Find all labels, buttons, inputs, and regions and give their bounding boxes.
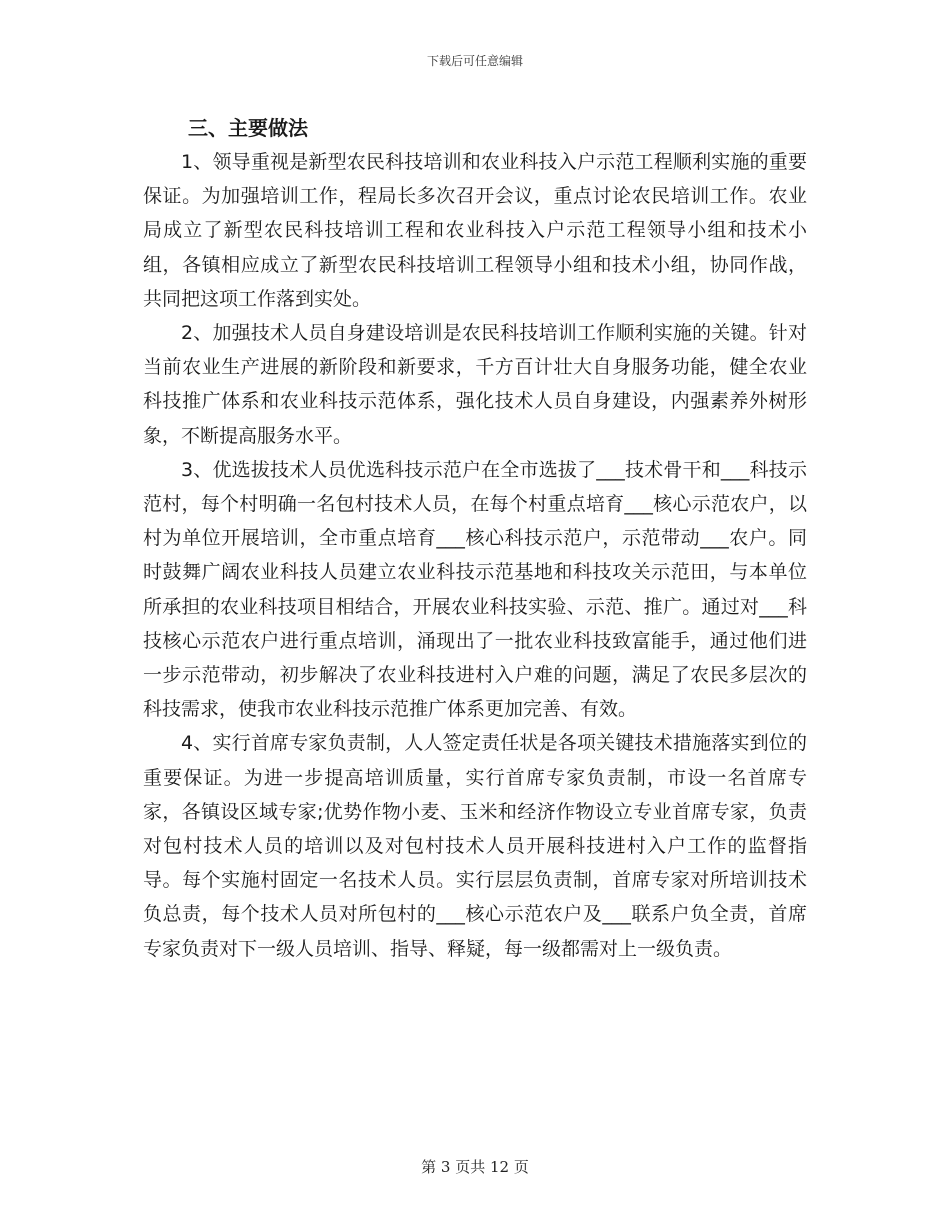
- page-number-footer: 第 3 页共 12 页: [421, 1158, 529, 1176]
- document-body: [143, 111, 807, 966]
- paragraph-3: 3、优选拔技术人员优选科技示范户在全市选拔了___技术骨干和___科技示范村，每个村明确一名包村技术人员，在每个村重点培育___核心示范农户，以村为单位开展培训，全市重点培育___核心科技示范户，示范带动___农户。同时鼓舞广阔农业科技人员建立农业科技示范基地和科技攻关示范田，与本单位所承担的农业科技项目相结合，开展农业科技实验、示范、推广。通过对___科技核心示范农户进行重点培训，涌现出了一批农业科技致富能手，通过他们进一步示范带动，初步解决了农业科技进村入户难的问题，满足了农民多层次的科技需求，使我市农业科技示范推广体系更加完善、有效。: [143, 458, 807, 721]
- paragraph-2: 2、加强技术人员自身建设培训是农民科技培训工作顺利实施的关键。针对当前农业生产进展的新阶段和新要求，千方百计壮大自身服务功能，健全农业科技推广体系和农业科技示范体系，强化技术人员自身建设，内强素养外树形象，不断提高服务水平。: [143, 322, 807, 447]
- page-header: 下载后可任意编辑: [426, 54, 523, 68]
- section-heading: 三、主要做法: [188, 116, 308, 140]
- paragraph-1: 1、领导重视是新型农民科技培训和农业科技入户示范工程顺利实施的重要保证。为加强培训工作，程局长多次召开会议，重点讨论农民培训工作。农业局成立了新型农民科技培训工程和农业科技入户示范工程领导小组和技术小组，各镇相应成立了新型农民科技培训工程领导小组和技术小组，协同作战，共同把这项工作落到实处。: [143, 151, 807, 310]
- paragraph-4: 4、实行首席专家负责制，人人签定责任状是各项关键技术措施落实到位的重要保证。为进一步提高培训质量，实行首席专家负责制，市设一名首席专家，各镇设区域专家;优势作物小麦、玉米和经济作物设立专业首席专家，负责对包村技术人员的培训以及对包村技术人员开展科技进村入户工作的监督指导。每个实施村固定一名技术人员。实行层层负责制，首席专家对所培训技术负总责，每个技术人员对所包村的___核心示范农户及___联系户负全责，首席专家负责对下一级人员培训、指导、释疑，每一级都需对上一级负责。: [143, 732, 807, 960]
